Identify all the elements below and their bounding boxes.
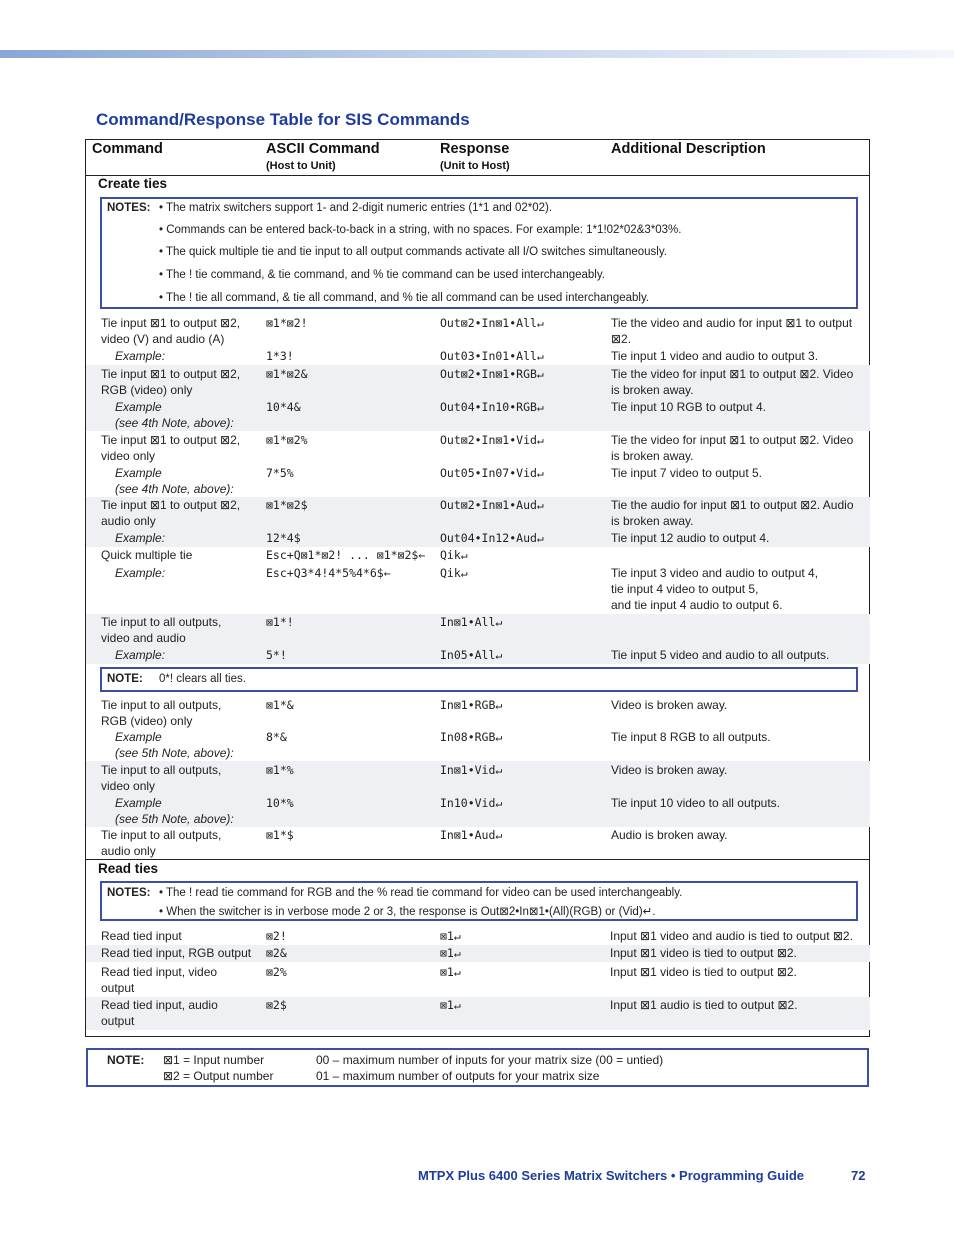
ascii-cell: 1*3! xyxy=(266,349,294,363)
response-cell: In⊠1•Vid↵ xyxy=(440,763,503,777)
desc-cell: Tie input 1 video and audio to output 3. xyxy=(611,349,819,363)
ascii-cell: ⊠1*⊠2! xyxy=(266,316,308,330)
ascii-cell: ⊠1*% xyxy=(266,763,294,777)
ascii-cell: 10*% xyxy=(266,796,294,810)
cmd-cell: audio only xyxy=(101,514,156,528)
desc-cell: Input ⊠1 audio is tied to output ⊠2. xyxy=(610,998,798,1012)
example-label: (see 5th Note, above): xyxy=(115,812,234,826)
create-note-4: • The ! tie command, & tie command, and % tie command can be used interchangeably. xyxy=(159,269,605,281)
header-divider xyxy=(86,175,870,176)
create-ties-heading: Create ties xyxy=(98,176,168,191)
ascii-cell: ⊠1*! xyxy=(266,615,294,629)
read-notes-label: NOTES: xyxy=(107,887,151,899)
desc-cell: ⊠2. xyxy=(611,332,632,346)
cmd-cell: Quick multiple tie xyxy=(101,548,193,562)
response-cell: Out⊠2•In⊠1•Vid↵ xyxy=(440,433,544,447)
cmd-cell: Read tied input, RGB output xyxy=(101,946,252,960)
ascii-cell: 10*4& xyxy=(266,400,301,414)
read-note-2: • When the switcher is in verbose mode 2 or 3, the response is Out⊠2•In⊠1•(All)(RGB) or (Vid)↵. xyxy=(159,906,656,918)
cmd-cell: output xyxy=(101,1014,135,1028)
desc-cell: Audio is broken away. xyxy=(611,828,728,842)
ascii-cell: ⊠2! xyxy=(266,929,287,943)
response-cell: In10•Vid↵ xyxy=(440,796,503,810)
response-cell: In⊠1•Aud↵ xyxy=(440,828,503,842)
create-note-5: • The ! tie all command, & tie all command, and % tie all command can be used interchangeably. xyxy=(159,292,650,304)
example-label: (see 5th Note, above): xyxy=(115,746,234,760)
response-cell: Out⊠2•In⊠1•Aud↵ xyxy=(440,498,544,512)
desc-cell: Tie the video for input ⊠1 to output ⊠2. Video xyxy=(611,433,854,447)
desc-cell: Tie input 7 video to output 5. xyxy=(611,466,762,480)
cmd-cell: video only xyxy=(101,779,156,793)
response-cell: Qik↵ xyxy=(440,566,468,580)
ascii-cell: ⊠1*⊠2% xyxy=(266,433,308,447)
example-label: (see 4th Note, above): xyxy=(115,482,234,496)
ascii-cell: Esc+Q⊠1*⊠2! ... ⊠1*⊠2$← xyxy=(266,548,426,562)
example-label: Example: xyxy=(115,349,166,363)
desc-cell: Tie input 3 video and audio to output 4, xyxy=(611,566,819,580)
response-cell: In05•All↵ xyxy=(440,648,503,662)
response-cell: Out04•In10•RGB↵ xyxy=(440,400,544,414)
ascii-cell: ⊠2& xyxy=(266,946,287,960)
input-range: 00 – maximum number of inputs for your matrix size (00 = untied) xyxy=(316,1053,664,1067)
header-band xyxy=(0,50,954,58)
cmd-cell: Read tied input xyxy=(101,929,182,943)
response-cell: Out⊠2•In⊠1•All↵ xyxy=(440,316,544,330)
ascii-cell: ⊠2% xyxy=(266,965,287,979)
response-cell: Out05•In07•Vid↵ xyxy=(440,466,544,480)
cmd-cell: Tie input ⊠1 to output ⊠2, xyxy=(101,433,241,447)
read-ties-heading: Read ties xyxy=(98,861,159,876)
cmd-cell: Read tied input, audio xyxy=(101,998,218,1012)
cmd-cell: Tie input ⊠1 to output ⊠2, xyxy=(101,316,241,330)
cmd-cell: Read tied input, video xyxy=(101,965,218,979)
header-ascii: ASCII Command xyxy=(266,141,380,157)
desc-cell: and tie input 4 audio to output 6. xyxy=(611,598,783,612)
response-cell: Out04•In12•Aud↵ xyxy=(440,531,544,545)
variables-note-label: NOTE: xyxy=(107,1053,145,1067)
desc-cell: is broken away. xyxy=(611,514,694,528)
clear-ties-note-label: NOTE: xyxy=(107,673,143,685)
desc-cell: is broken away. xyxy=(611,383,694,397)
desc-cell: Tie input 10 video to all outputs. xyxy=(611,796,780,810)
section-divider xyxy=(86,859,870,860)
ascii-cell: 12*4$ xyxy=(266,531,301,545)
cmd-cell: video (V) and audio (A) xyxy=(101,332,225,346)
input-variable-definition: ⊠1 = Input number xyxy=(163,1053,265,1067)
header-response: Response xyxy=(440,141,510,157)
desc-cell: is broken away. xyxy=(611,449,694,463)
response-cell: In⊠1•RGB↵ xyxy=(440,698,503,712)
cmd-cell: Tie input to all outputs, xyxy=(101,828,222,842)
desc-cell: Tie input 5 video and audio to all outputs. xyxy=(611,648,830,662)
output-variable-definition: ⊠2 = Output number xyxy=(163,1069,274,1083)
clear-ties-note-text: 0*! clears all ties. xyxy=(159,673,246,685)
desc-cell: Tie the video for input ⊠1 to output ⊠2. Video xyxy=(611,367,854,381)
example-label: Example: xyxy=(115,566,166,580)
read-note-1: • The ! read tie command for RGB and the % read tie command for video can be used interchangeably. xyxy=(159,887,683,899)
cmd-cell: RGB (video) only xyxy=(101,383,193,397)
desc-cell: Video is broken away. xyxy=(611,763,728,777)
header-response-sub: (Unit to Host) xyxy=(440,160,510,172)
page-number: 72 xyxy=(851,1168,866,1183)
output-range: 01 – maximum number of outputs for your matrix size xyxy=(316,1069,600,1083)
response-cell: Qik↵ xyxy=(440,548,468,562)
ascii-cell: ⊠1*⊠2& xyxy=(266,367,308,381)
cmd-cell: audio only xyxy=(101,844,156,858)
example-label: Example xyxy=(115,796,162,810)
example-label: (see 4th Note, above): xyxy=(115,416,234,430)
create-note-3: • The quick multiple tie and tie input to all output commands activate all I/O switches simultaneously. xyxy=(159,246,667,258)
desc-cell: Input ⊠1 video is tied to output ⊠2. xyxy=(610,946,797,960)
example-label: Example: xyxy=(115,531,166,545)
create-note-1: • The matrix switchers support 1- and 2-digit numeric entries (1*1 and 02*02). xyxy=(159,202,553,214)
example-label: Example: xyxy=(115,648,166,662)
response-cell: ⊠1↵ xyxy=(440,965,461,979)
cmd-cell: output xyxy=(101,981,135,995)
desc-cell: Input ⊠1 video and audio is tied to output ⊠2. xyxy=(610,929,853,943)
desc-cell: Tie input 8 RGB to all outputs. xyxy=(611,730,771,744)
ascii-cell: 5*! xyxy=(266,648,287,662)
cmd-cell: Tie input to all outputs, xyxy=(101,763,222,777)
response-cell: ⊠1↵ xyxy=(440,998,461,1012)
ascii-cell: Esc+Q3*4!4*5%4*6$← xyxy=(266,566,391,580)
response-cell: In08•RGB↵ xyxy=(440,730,503,744)
desc-cell: Video is broken away. xyxy=(611,698,728,712)
response-cell: Out03•In01•All↵ xyxy=(440,349,544,363)
ascii-cell: ⊠1*⊠2$ xyxy=(266,498,308,512)
response-cell: ⊠1↵ xyxy=(440,929,461,943)
cmd-cell: Tie input to all outputs, xyxy=(101,615,222,629)
header-description: Additional Description xyxy=(611,141,766,157)
ascii-cell: 7*5% xyxy=(266,466,294,480)
example-label: Example xyxy=(115,466,162,480)
cmd-cell: Tie input ⊠1 to output ⊠2, xyxy=(101,498,241,512)
ascii-cell: ⊠1*& xyxy=(266,698,294,712)
desc-cell: Tie input 12 audio to output 4. xyxy=(611,531,770,545)
example-label: Example xyxy=(115,730,162,744)
desc-cell: Tie input 10 RGB to output 4. xyxy=(611,400,766,414)
footer-title: MTPX Plus 6400 Series Matrix Switchers • Programming Guide xyxy=(418,1168,805,1183)
ascii-cell: 8*& xyxy=(266,730,287,744)
section-title: Command/Response Table for SIS Commands xyxy=(96,110,470,129)
response-cell: ⊠1↵ xyxy=(440,946,461,960)
create-notes-label: NOTES: xyxy=(107,202,151,214)
ascii-cell: ⊠1*$ xyxy=(266,828,294,842)
desc-cell: Input ⊠1 video is tied to output ⊠2. xyxy=(610,965,797,979)
desc-cell: Tie the audio for input ⊠1 to output ⊠2. Audio xyxy=(611,498,854,512)
create-note-2: • Commands can be entered back-to-back in a string, with no spaces. For example: 1*1!02*02&3*03%. xyxy=(159,224,682,236)
header-ascii-sub: (Host to Unit) xyxy=(266,160,336,172)
cmd-cell: Tie input ⊠1 to output ⊠2, xyxy=(101,367,241,381)
ascii-cell: ⊠2$ xyxy=(266,998,287,1012)
cmd-cell: Tie input to all outputs, xyxy=(101,698,222,712)
desc-cell: tie input 4 video to output 5, xyxy=(611,582,759,596)
response-cell: Out⊠2•In⊠1•RGB↵ xyxy=(440,367,544,381)
example-label: Example xyxy=(115,400,162,414)
cmd-cell: video only xyxy=(101,449,156,463)
cmd-cell: RGB (video) only xyxy=(101,714,193,728)
desc-cell: Tie the video and audio for input ⊠1 to output xyxy=(611,316,853,330)
cmd-cell: video and audio xyxy=(101,631,186,645)
header-command: Command xyxy=(92,141,163,157)
response-cell: In⊠1•All↵ xyxy=(440,615,503,629)
